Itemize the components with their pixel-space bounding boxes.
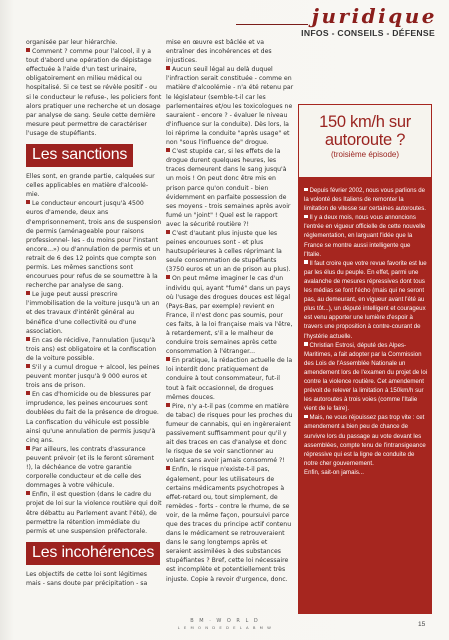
bullet-icon bbox=[304, 342, 308, 346]
paragraph-text: Le juge peut aussi prescrire l'immobilisation de la voiture jusqu'à un an et des travaux d'intérêt général au bénéfice d'une collectivité ou d'une association. bbox=[26, 291, 160, 335]
sidebar-paragraph bbox=[304, 259, 428, 341]
sidebar-body bbox=[304, 186, 428, 477]
bullet-icon bbox=[166, 466, 170, 470]
bullet-paragraph bbox=[26, 363, 162, 390]
magazine-tagline: L E M O N D E D E L A B M W bbox=[177, 625, 273, 630]
paragraph-text: En cas d'homicide ou de blessures par imprudence, les peines encourues sont doublées du fait de la présence de drogue. La confiscation du véhicule est possible ainsi qu'une annulation de permis jusqu'à cinq ans. bbox=[26, 391, 159, 444]
bullet-paragraph bbox=[26, 290, 162, 335]
paragraph-text: Il y a deux mois, nous vous annoncions l'entrée en vigueur officielle de cette nouvelle réglementation, en larguant l'idée que la France se montre aussi intelligente que l'Italie. bbox=[304, 214, 426, 258]
sidebar-paragraph bbox=[304, 213, 428, 258]
bullet-paragraph bbox=[26, 390, 162, 445]
bullet-icon bbox=[166, 148, 170, 152]
bullet-paragraph bbox=[166, 229, 294, 274]
bullet-icon bbox=[26, 391, 30, 395]
paragraph-text: En cas de récidive, l'annulation (jusqu'à trois ans) est obligatoire et la confiscation de la voiture possible. bbox=[26, 336, 157, 362]
sidebar-box bbox=[298, 104, 432, 614]
paragraph-text: Enfin, le risque n'existe-t-il pas, également, pour les utilisateurs de certains médicaments psychotropes à effet-retard ou, tout simplement, de remèdes - forts - contre le rhume, de se voir, de la même façon, poursuivi parce que des traces du principe actif contenu dans le médicament se retrouveraient dans le sang longtemps après et seraient assimilées à des substances stupéfiantes ? Bref, cette loi nécessaire est incomplète et potentiellement très injuste. Copie à revoir d'urgence, donc. bbox=[166, 466, 292, 583]
paragraph-text: Aucun seuil légal au delà duquel l'infraction serait constituée - comme en matière d'alcoolémie - n'a été retenu par le législateur (semble-t-il car les parlementaires et/ou les toxicologues ne sauraient - encore ? - évaluer le niveau d'influence sur la conduite). Dès lors, la loi réprime la conduite "après usage" et non "sous l'influence de" drogue. bbox=[166, 66, 294, 147]
paragraph-text: On peut même imaginer le cas d'un individu qui, ayant "fumé" dans un pays où l'usage des drogues douces est légal (Pays-Bas, par exemple) revient en France, il n'est donc pas soumis, pour ces faits, à la loi française mais va l'être, à retardement, s'il a le malheur de conduire trois semaines après cette consommation à l'étranger... bbox=[166, 275, 293, 356]
paragraph-text: C'est stupide car, si les effets de la drogue durent quelques heures, les traces demeurent dans le sang jusqu'à un mois ! On peut donc être mis en prison parce qu'on conduit - bien évidemment en parfaite possession de ses moyens - trois semaines après avoir fumé un "joint" ! Quel est le rapport avec la sécurité routière ?! bbox=[166, 148, 291, 228]
sidebar-title: 150 km/h sur autoroute ? bbox=[319, 113, 411, 149]
bullet-icon bbox=[26, 491, 30, 495]
sidebar-header bbox=[298, 104, 432, 178]
column-middle bbox=[166, 38, 294, 584]
bullet-icon bbox=[26, 48, 30, 52]
bullet-icon bbox=[304, 260, 308, 264]
paragraph: mise en œuvre est bâclée et va entraîner des incohérences et des injustices. bbox=[166, 39, 272, 65]
paragraph: Les objectifs de cette loi sont légitimes mais - sans doute par précipitation - sa bbox=[26, 570, 148, 587]
paragraph-text: En pratique, la rédaction actuelle de la loi interdit donc pratiquement de conduire à tout consommateur, fut-il tout à fait occasionnel, de drogues mêmes douces. bbox=[166, 357, 293, 401]
bullet-icon bbox=[166, 66, 170, 70]
bullet-icon bbox=[166, 275, 170, 279]
heading-sanctions: Les sanctions bbox=[26, 144, 133, 167]
paragraph: organisée par leur hiérarchie. bbox=[26, 39, 118, 46]
column-left bbox=[26, 38, 162, 588]
paragraph-text: Pire, n'y a-t-il pas (comme en matière de tabac) de risques pour les proches du fumeur de cannabis, qui en ingèreraient passivement suffisamment pour qu'il y ait des traces en cas d'analyse et donc le risque de se voir sanctionner au volant sans avoir jamais consommé ?! bbox=[166, 402, 293, 465]
bullet-paragraph bbox=[26, 490, 162, 535]
paragraph-text: C'est d'autant plus injuste que les peines encourues sont - et plus hautsupérieures à celles réprimant la seule consommation de stupéfiants (3750 euros et un an de prison au plus). bbox=[166, 229, 291, 274]
magazine-title: B M · W O R L D bbox=[190, 618, 260, 624]
section-subtitle: INFOS - CONSEILS - DÉFENSE bbox=[301, 28, 435, 38]
paragraph-text: Par ailleurs, les contrats d'assurance peuvent prévoir (et ils le feront sûrement !), la déchéance de votre garantie corporelle conducteur et de celle des dommages à votre véhicule. bbox=[26, 445, 155, 490]
heading-incoherences: Les incohérences bbox=[26, 542, 160, 565]
section-title: juridique bbox=[308, 4, 437, 28]
bullet-icon bbox=[304, 415, 308, 419]
sidebar-paragraph bbox=[304, 413, 428, 468]
sidebar-paragraph: Enfin, sait-on jamais... bbox=[304, 468, 364, 476]
page-number: 15 bbox=[418, 621, 426, 628]
paragraph-text: Comment ? comme pour l'alcool, il y a tout d'abord une opération de dépistage effectuée à l'aide d'un test urinaire, obligatoirement en milieu médical ou hospitalisé. Si ce test se révèle positif - ou si le conducteur le refuse-, les policiers font alors pratiquer une recherche et un dosage par analyse de sang. Seule cette dernière mesure peut permettre de caractériser l'usage de stupéfiants. bbox=[26, 48, 162, 137]
bullet-paragraph bbox=[166, 402, 294, 466]
bullet-icon bbox=[26, 337, 30, 341]
bullet-icon bbox=[26, 291, 30, 295]
bullet-icon bbox=[304, 215, 308, 219]
paragraph-text: Christian Estrosi, député des Alpes-Maritimes, a fait adopter par la Commission des Lois de l'Assemblée Nationale un amendement lors de l'examen du projet de loi contre la violence routière. Cet amendement prévoit de relever la limitation à 150km/h sur les autoroutes à trois voies (comme l'Italie vient de le faire). bbox=[304, 341, 428, 413]
sidebar-paragraph bbox=[304, 341, 428, 414]
paragraph-text: Il faut croire que votre revue favorite est lue par les élus du peuple. En effet, parmi une avalanche de mesures répressives dont tous les médias se font l'écho (mais qui ne seront pas, au demeurant, en vigueur avant l'été au plus tôt...), un député intelligent et courageux est venu apporter une lumière d'espoir à travers une proposition à contre-courant de l'hystérie actuelle. bbox=[304, 259, 427, 340]
bullet-paragraph bbox=[166, 274, 294, 356]
paragraph-text: Le conducteur encourt jusqu'à 4500 euros d'amende, deux ans d'emprisonnement, trois ans de suspension de permis (aménageable pour raisons professionnel- les - du moins pour l'instant encore...») ou d'annulation de permis et un retrait de 6 des 12 points que compte son permis. Les mêmes sanctions sont encourues pour refus de se soumettre à la recherche par analyse de sang. bbox=[26, 200, 162, 290]
paragraph-text: Enfin, il est question (dans le cadre du projet de loi sur la violence routière qui doit être débattu au Parlement avant l'été), de permettre la rétention immédiate du permis et une suspension préfectorale. bbox=[26, 491, 162, 535]
bullet-icon bbox=[26, 200, 30, 204]
bullet-paragraph bbox=[166, 465, 294, 583]
footer-magazine-name bbox=[150, 619, 300, 630]
paragraph: Elles sont, en grande partie, calquées sur celles applicables en matière d'alcoolé- mie. bbox=[26, 173, 155, 199]
paragraph-text: Depuis février 2002, nous vous parlions de la volonté des Italiens de remonter la limitation de vitesse sur certaines autoroutes. bbox=[304, 187, 426, 213]
bullet-paragraph bbox=[26, 445, 162, 490]
bullet-paragraph bbox=[166, 147, 294, 229]
paragraph-text: S'il y a cumul drogue + alcool, les peines peuvent monter jusqu'à 9 000 euros et trois ans de prison. bbox=[26, 364, 160, 390]
bullet-icon bbox=[166, 357, 170, 361]
bullet-paragraph bbox=[26, 47, 162, 138]
bullet-paragraph bbox=[26, 336, 162, 363]
paragraph-text: Mais, ne vous réjouissez pas trop vite : cet amendement a bien peu de chance de survivre lors du passage au vote devant les assemblées, compte tenu de l'intransigeance répressive qui est la ligne de conduite de notre cher gouvernement. bbox=[304, 414, 426, 467]
sidebar-paragraph bbox=[304, 186, 428, 213]
bullet-paragraph bbox=[166, 356, 294, 401]
bullet-icon bbox=[26, 364, 30, 368]
bullet-icon bbox=[26, 446, 30, 450]
bullet-paragraph bbox=[166, 65, 294, 147]
bullet-paragraph bbox=[26, 199, 162, 290]
sidebar-subtitle: (troisième épisode) bbox=[330, 150, 400, 159]
bullet-icon bbox=[304, 188, 308, 192]
bullet-icon bbox=[166, 230, 170, 234]
bullet-icon bbox=[166, 403, 170, 407]
